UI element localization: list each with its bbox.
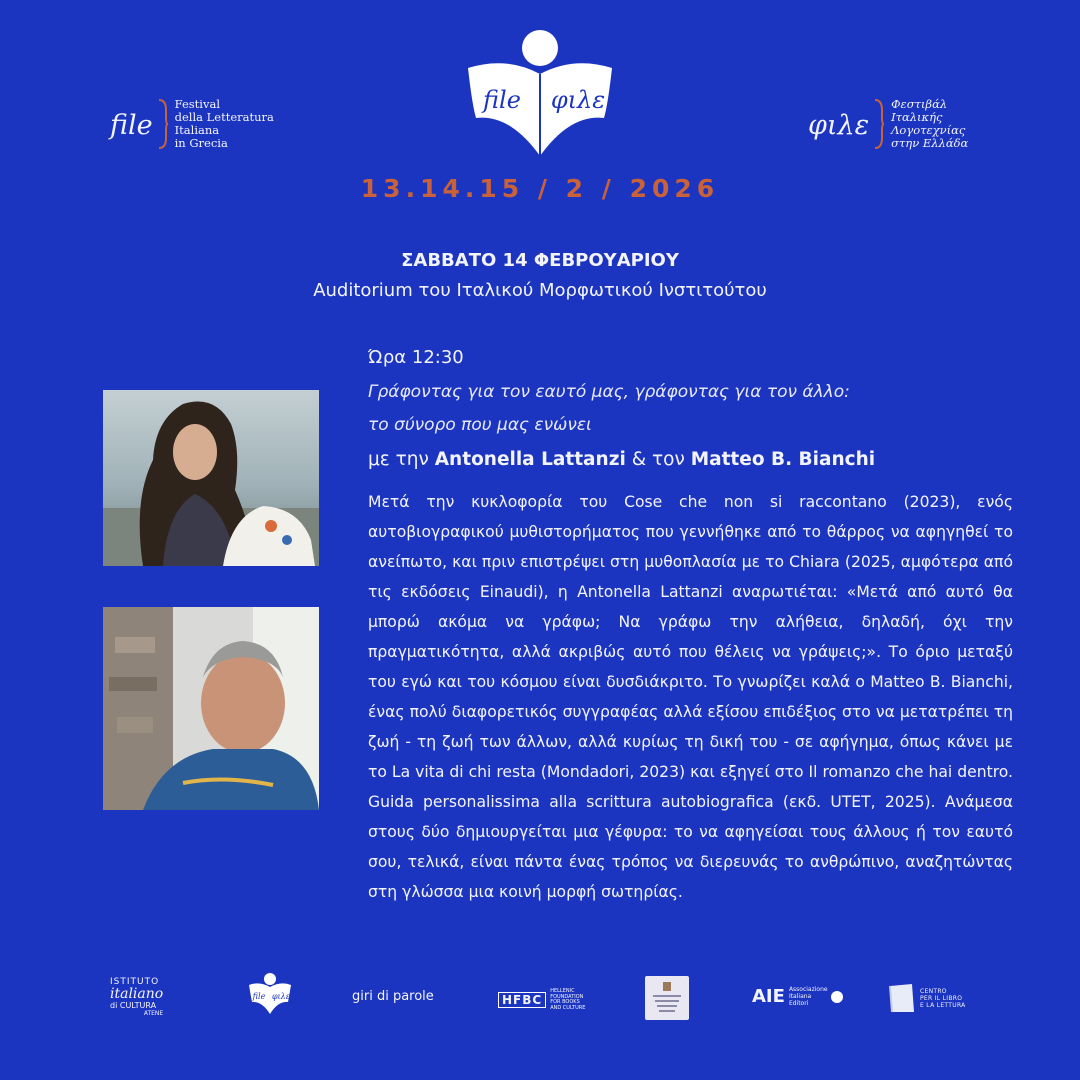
giri-di-parole-logo: giri di parole <box>352 989 434 1004</box>
iic-line: CULTURA <box>119 1001 157 1010</box>
logo-line: Festival <box>174 97 221 111</box>
logo-line: Italiana <box>174 123 220 137</box>
logo-line: Ιταλικής <box>891 110 943 124</box>
event-title-line-2: το σύνορο που μας ενώνει <box>368 415 592 435</box>
logo-word-fil: φιλε <box>271 992 291 1001</box>
cepell-line: E LA LETTURA <box>920 1001 966 1009</box>
brace-icon <box>873 98 885 150</box>
event-time: Ώρα 12:30 <box>368 347 464 368</box>
aie-badge-icon <box>831 991 843 1003</box>
iic-line: ISTITUTO <box>110 977 160 987</box>
festival-dates: 13.14.15 / 2 / 2026 <box>360 174 720 203</box>
hfbc-line: FOUNDATION <box>550 993 584 1000</box>
aie-line: Editori <box>788 1000 809 1007</box>
logo-line: Φεστιβάλ <box>891 97 948 111</box>
aie-mark: AIE <box>752 986 785 1007</box>
logo-line: della Letteratura <box>174 110 274 124</box>
logo-word-file: file <box>483 86 521 114</box>
iic-logo <box>110 978 163 1017</box>
book-icon <box>888 982 916 1014</box>
event-day: ΣΑΒΒΑΤΟ 14 ΦΕΒΡΟΥΑΡΙΟΥ <box>401 250 679 271</box>
logo-line: Λογοτεχνίας <box>891 123 966 137</box>
cepell-logo <box>888 982 966 1014</box>
event-description: Μετά την κυκλοφορία του Cose che non si raccontano (2023), ενός αυτοβιογραφικού μυθιστορήματος που γεννήθηκε από το θάρρος να αφηγηθεί το ανείπωτο, και πριν επιστρέψει στη μυθοπλασία με το Chiara (2025, αμφότερα από τις εκδόσεις Einaudi), η Antonella Lattanzi αναρωτιέται: «Μετά από αυτό θα μπορώ ακόμα να γράφω; Να γράφω την αλήθεια, δηλαδή, όχι την πραγματικότητα, αλλά ακριβώς αυτό που θέλεις να γράψεις;». Το όριο μεταξύ του εγώ και του κόσμου είναι δυσδιάκριτο. Το γνωρίζει καλά ο Matteo B. Bianchi, ένας πολύ διαφορετικός συγγραφέας αλλά εξίσου επιδέξιος στο να μετατρέπει τη ζωή - τη ζωή των άλλων, αλλά κυρίως τη δική του - σε αφήγημα, όπως κάνει με το La vita di chi resta (Mondadori, 2023) και εξηγεί στο Il romanzo che hai dentro. Guida personalissima alla scrittura autobiografica (εκδ. UTET, 2025). Ανάμεσα στους δύο δημιουργείται μια γέφυρα: το να αφηγείσαι τους άλλους ή τον εαυτό σου, τελικά, είναι πάντα ένας τρόπος να διερευνάς το ανθρώπινο, αναζητώντας στη γλώσσα μια κοινή μορφή σωτηρίας. <box>368 493 1013 901</box>
aie-line: Associazione <box>788 986 828 993</box>
iic-city: ATENE <box>143 1010 164 1017</box>
speaker-bianchi: Matteo B. Bianchi <box>690 449 876 470</box>
speaker-lattanzi: Antonella Lattanzi <box>434 449 626 470</box>
hfbc-logo <box>498 989 585 1011</box>
cepell-line: PER IL LIBRO <box>920 994 963 1002</box>
hfbc-line: HELLENIC <box>550 988 575 994</box>
hfbc-mark: HFBC <box>498 992 546 1008</box>
file-festival-small-logo <box>248 972 292 1020</box>
event-speakers <box>368 449 875 470</box>
aie-line: Italiana <box>788 993 812 1000</box>
author-photo-lattanzi <box>103 390 319 566</box>
festival-book-logo <box>462 26 618 162</box>
logo-line: in Grecia <box>174 136 228 150</box>
aie-logo <box>752 986 843 1007</box>
event-venue: Auditorium του Ιταλικού Μορφωτικού Ινστιτούτου <box>313 280 767 301</box>
festival-logo-italian <box>110 98 274 150</box>
logo-word-file: file <box>110 110 153 141</box>
iic-line: di <box>110 1001 118 1010</box>
sponsor-logos <box>0 972 1080 1032</box>
consulate-emblem-logo <box>645 976 689 1020</box>
hfbc-line: FOR BOOKS <box>550 999 580 1005</box>
speakers-conjunction: & τον <box>625 449 691 470</box>
logo-word-file: file <box>252 992 266 1001</box>
logo-word-fil: φιλε <box>550 86 606 114</box>
author-photo-bianchi <box>103 607 319 810</box>
cepell-line: CENTRO <box>920 987 947 995</box>
event-title-line-1: Γράφοντας για τον εαυτό μας, γράφοντας για τον άλλο: <box>368 382 850 402</box>
hfbc-line: AND CULTURE <box>550 1004 586 1011</box>
logo-line: στην Ελλάδα <box>891 136 969 150</box>
logo-word-fil: φιλε <box>808 110 870 141</box>
festival-logo-greek <box>808 98 968 150</box>
iic-line: italiano <box>110 986 164 1002</box>
speakers-prefix: με την <box>368 449 435 470</box>
brace-icon <box>157 98 169 150</box>
